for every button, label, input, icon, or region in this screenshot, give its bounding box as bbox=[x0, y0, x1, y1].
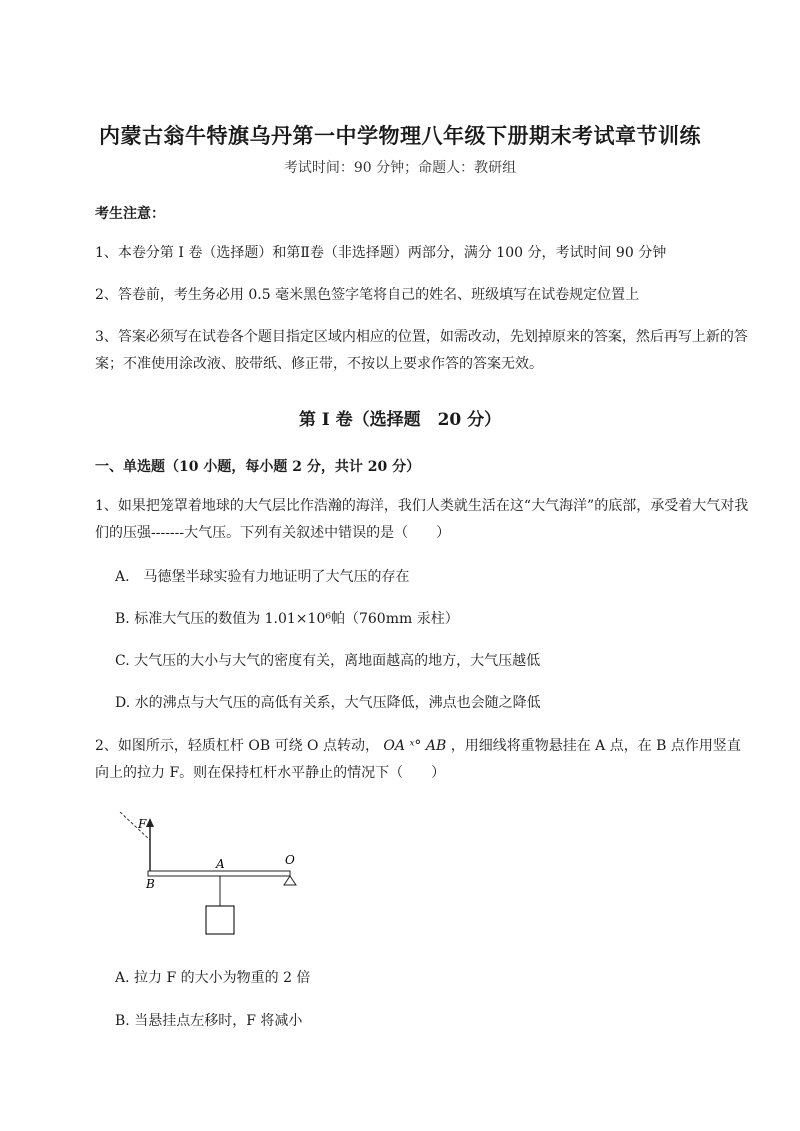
question-1-option-b: B. 标准大气压的数值为 1.01×10⁶帕（760mm 汞柱） bbox=[115, 611, 459, 627]
label-b: B bbox=[146, 877, 155, 891]
notice-heading: 考生注意： bbox=[95, 206, 165, 222]
label-a: A bbox=[216, 857, 225, 871]
question-2-stem bbox=[95, 733, 750, 787]
label-f: F bbox=[138, 817, 147, 831]
question-2-option-a: A. 拉力 F 的大小为物重的 2 倍 bbox=[115, 970, 311, 986]
question-1-stem: 1、如果把笼罩着地球的大气层比作浩瀚的海洋，我们人类就生活在这“大气海洋”的底部，承受着大气对我们的压强-------大气压。下列有关叙述中错误的是（ ） bbox=[95, 498, 749, 541]
arrowhead-icon bbox=[146, 818, 154, 827]
lever-bar bbox=[148, 871, 290, 876]
notice-item-2: 2、答卷前，考生务必用 0.5 毫米黑色签字笔将自己的姓名、班级填写在试卷规定位置上 bbox=[95, 287, 640, 303]
question-2-stem-part1: 2、如图所示，轻质杠杆 OB 可绕 O 点转动， bbox=[95, 738, 379, 754]
weight-box bbox=[206, 906, 234, 934]
question-2-stem-part2: ，用细线将重物悬挂在 A 点，在 B 点作用竖直向上的拉力 F。则在保持杠杆水平静止的情况下（ ） bbox=[95, 738, 741, 781]
notice-item-1: 1、本卷分第 I 卷（选择题）和第Ⅱ卷（非选择题）两部分，满分 100 分，考试时间 90 分钟 bbox=[95, 245, 667, 261]
pivot-icon bbox=[284, 876, 296, 885]
notice-item-3: 3、答案必须写在试卷各个题目指定区域内相应的位置，如需改动，先划掉原来的答案，然后再写上新的答案；不准使用涂改液、胶带纸、修正带，不按以上要求作答的答案无效。 bbox=[95, 329, 748, 372]
part-title: 一、单选题（10 小题，每小题 2 分，共计 20 分） bbox=[95, 459, 421, 475]
section-title: 第 I 卷（选择题 20 分） bbox=[298, 410, 502, 430]
lever-diagram bbox=[110, 812, 310, 942]
question-1-option-d: D. 水的沸点与大气压的高低有关系，大气压降低，沸点也会随之降低 bbox=[115, 695, 541, 711]
question-2-option-b: B. 当悬挂点左移时，F 将减小 bbox=[115, 1013, 303, 1029]
question-1-option-c: C. 大气压的大小与大气的密度有关，离地面越高的地方，大气压越低 bbox=[115, 653, 541, 669]
page-title: 内蒙古翁牛特旗乌丹第一中学物理八年级下册期末考试章节训练 bbox=[99, 123, 701, 148]
label-o: O bbox=[285, 853, 295, 867]
question-1-option-a: A. 马德堡半球实验有力地证明了大气压的存在 bbox=[115, 569, 410, 585]
question-2-formula: OA ˣ° AB bbox=[383, 738, 447, 754]
exam-info: 考试时间：90 分钟；命题人：教研组 bbox=[283, 160, 517, 176]
